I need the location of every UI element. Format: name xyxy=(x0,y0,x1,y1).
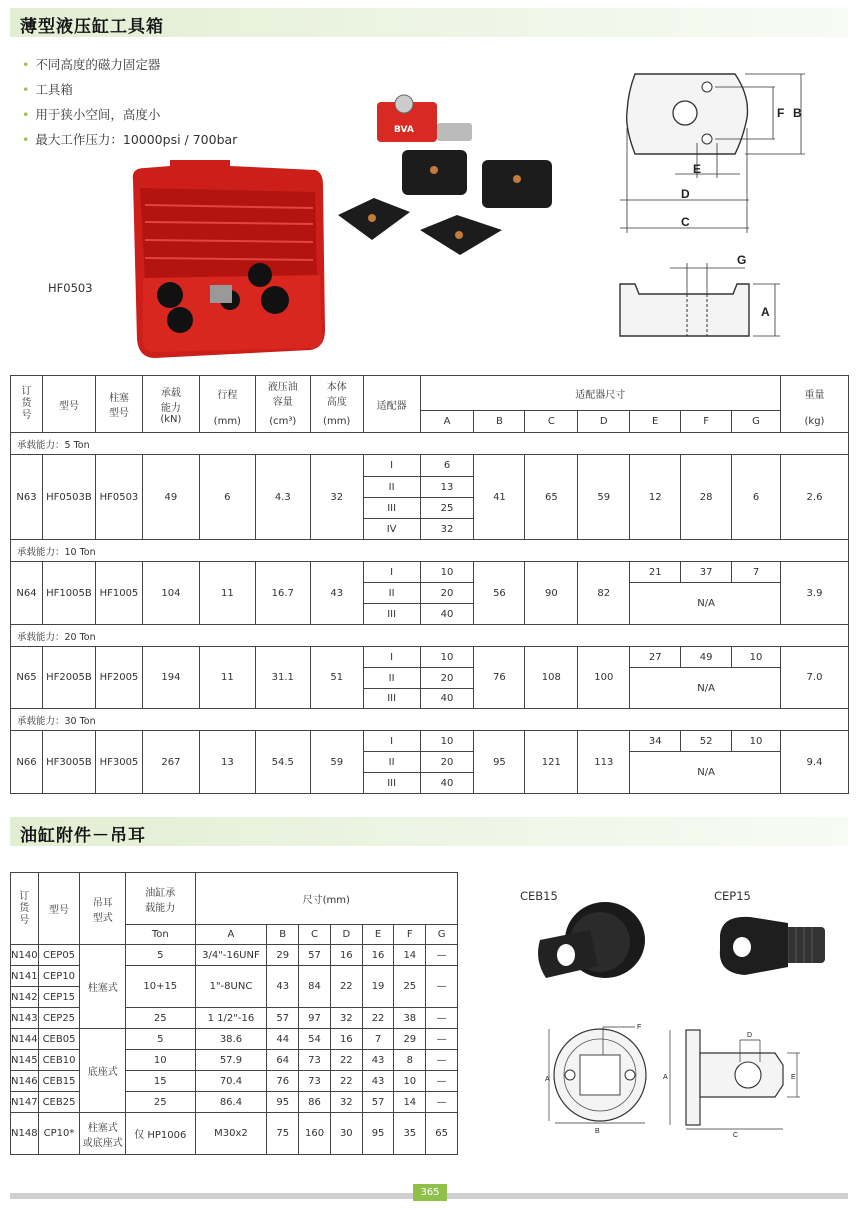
header-c: C xyxy=(299,925,331,945)
order-cell: N140 xyxy=(11,945,39,966)
g-cell: — xyxy=(426,945,458,966)
d-cell: 113 xyxy=(578,731,630,794)
header-oil-unit: (cm³) xyxy=(255,411,310,433)
height-cell: 43 xyxy=(310,562,363,625)
header-oil: 液压油 容量 xyxy=(255,376,310,411)
order-cell: N143 xyxy=(11,1008,39,1029)
height-cell: 51 xyxy=(310,647,363,709)
header-height: 本体 高度 xyxy=(310,376,363,411)
c-cell: 160 xyxy=(299,1113,331,1155)
g-cell: — xyxy=(426,1029,458,1050)
dim-label-d: D xyxy=(681,187,690,201)
b-cell: 29 xyxy=(267,945,299,966)
adapter-cell: IV xyxy=(363,519,420,540)
e-cell: 34 xyxy=(630,731,681,752)
na-cell: N/A xyxy=(681,752,732,794)
dim-label-c: C xyxy=(681,215,690,229)
b-cell: 76 xyxy=(267,1071,299,1092)
header-model: 型号 xyxy=(42,376,95,433)
model-cell: HF1005B xyxy=(42,562,95,625)
order-cell: N141 xyxy=(11,966,39,987)
adapter-cell: I xyxy=(363,731,420,752)
e-cell: 12 xyxy=(630,455,681,540)
a-cell: 10 xyxy=(420,647,474,668)
eye-diagram xyxy=(545,1015,810,1140)
height-cell: 32 xyxy=(310,455,363,540)
g-cell: 65 xyxy=(426,1113,458,1155)
a-cell: 40 xyxy=(420,689,474,709)
cap-cell: 10+15 xyxy=(125,966,195,1008)
b-cell: 95 xyxy=(267,1092,299,1113)
c-cell: 121 xyxy=(525,731,578,794)
type-cell: 底座式 xyxy=(80,1029,126,1113)
b-cell: 76 xyxy=(474,647,525,709)
model-cell: CEP05 xyxy=(38,945,80,966)
a-cell: 1"-8UNC xyxy=(195,966,267,1008)
adapter-cell: III xyxy=(363,498,420,519)
a-cell: 1 1/2"-16 xyxy=(195,1008,267,1029)
eye-dim-d: D xyxy=(747,1032,753,1039)
order-cell: N63 xyxy=(11,455,43,540)
header-weight: 重量 xyxy=(781,376,849,411)
f-cell: 35 xyxy=(394,1113,426,1155)
feature-item: • 最大工作压力：10000psi / 700bar xyxy=(22,132,238,147)
d-cell: 100 xyxy=(578,647,630,709)
e-cell: 16 xyxy=(362,945,394,966)
g-cell: — xyxy=(426,966,458,1008)
g-cell: — xyxy=(426,1071,458,1092)
b-cell: 95 xyxy=(474,731,525,794)
adapter-cell: II xyxy=(363,752,420,773)
model-cell: HF3005B xyxy=(42,731,95,794)
eye-accessory-table xyxy=(10,872,458,1155)
order-cell: N145 xyxy=(11,1050,39,1071)
header-d: D xyxy=(330,925,362,945)
dim-label-f: F xyxy=(777,106,785,120)
plunger-cell: HF3005 xyxy=(95,731,142,794)
adapter-cell: III xyxy=(363,689,420,709)
c-cell: 108 xyxy=(525,647,578,709)
d-cell: 16 xyxy=(330,1029,362,1050)
a-cell: 6 xyxy=(420,455,474,477)
toolbox-caption: HF0503 xyxy=(48,281,93,295)
a-cell: 20 xyxy=(420,752,474,773)
a-cell: M30x2 xyxy=(195,1113,267,1155)
eye-dim-a: A xyxy=(545,1076,550,1083)
a-cell: 86.4 xyxy=(195,1092,267,1113)
d-cell: 22 xyxy=(330,1050,362,1071)
model-cell: CEB15 xyxy=(38,1071,80,1092)
f-cell: 14 xyxy=(394,1092,426,1113)
e-cell: 43 xyxy=(362,1050,394,1071)
header-type: 吊耳 型式 xyxy=(80,873,126,945)
order-cell: N146 xyxy=(11,1071,39,1092)
capacity-cell: 194 xyxy=(142,647,199,709)
header-b: B xyxy=(267,925,299,945)
na-cell: N/A xyxy=(681,668,732,709)
b-cell: 44 xyxy=(267,1029,299,1050)
weight-cell: 7.0 xyxy=(781,647,849,709)
a-cell: 40 xyxy=(420,604,474,625)
cep15-label: CEP15 xyxy=(714,889,751,903)
brand-logo: BVA xyxy=(394,125,414,135)
a-cell: 40 xyxy=(420,773,474,794)
a-cell: 25 xyxy=(420,498,474,519)
header-stroke-unit: (mm) xyxy=(199,411,255,433)
model-cell: HF0503B xyxy=(42,455,95,540)
model-cell: CEP25 xyxy=(38,1008,80,1029)
eye-dim-a2: A xyxy=(663,1074,668,1081)
cap-cell: 10 xyxy=(125,1050,195,1071)
feature-item: • 工具箱 xyxy=(22,82,73,97)
oil-cell: 4.3 xyxy=(255,455,310,540)
g-cell: — xyxy=(426,1092,458,1113)
header-adapter-size: 适配器尺寸 xyxy=(420,376,780,411)
d-cell: 22 xyxy=(330,966,362,1008)
f-cell: 52 xyxy=(681,731,732,752)
cap-cell: 25 xyxy=(125,1008,195,1029)
g-cell: — xyxy=(426,1008,458,1029)
section-row: 承载能力：5 Ton xyxy=(11,433,849,455)
feature-item: • 用于狭小空间，高度小 xyxy=(22,107,161,122)
d-cell: 59 xyxy=(578,455,630,540)
f-cell: 10 xyxy=(394,1071,426,1092)
order-cell: N66 xyxy=(11,731,43,794)
ceb15-image xyxy=(520,900,650,990)
header-e: E xyxy=(630,411,681,433)
header-d: D xyxy=(578,411,630,433)
f-cell: 8 xyxy=(394,1050,426,1071)
e-cell: 19 xyxy=(362,966,394,1008)
model-cell: CEP10 xyxy=(38,966,80,987)
header-a: A xyxy=(420,411,474,433)
stroke-cell: 11 xyxy=(199,562,255,625)
b-cell: 41 xyxy=(474,455,525,540)
eye-dim-b: B xyxy=(595,1128,600,1135)
header-e: E xyxy=(362,925,394,945)
weight-cell: 3.9 xyxy=(781,562,849,625)
dim-label-e: E xyxy=(693,162,702,176)
type-cell: 柱塞式 xyxy=(80,945,126,1029)
cap-cell: 25 xyxy=(125,1092,195,1113)
model-cell: CEB25 xyxy=(38,1092,80,1113)
order-cell: N144 xyxy=(11,1029,39,1050)
oil-cell: 16.7 xyxy=(255,562,310,625)
b-cell: 64 xyxy=(267,1050,299,1071)
d-cell: 30 xyxy=(330,1113,362,1155)
header-ton: Ton xyxy=(125,925,195,945)
ceb15-label: CEB15 xyxy=(520,889,558,903)
feature-item: • 不同高度的磁力固定器 xyxy=(22,57,161,72)
e-cell: 43 xyxy=(362,1071,394,1092)
section-title: 薄型液压缸工具箱 xyxy=(20,17,164,37)
weight-cell: 2.6 xyxy=(781,455,849,540)
section-title: 油缸附件－吊耳 xyxy=(20,826,146,846)
d-cell: 22 xyxy=(330,1071,362,1092)
b-cell: 57 xyxy=(267,1008,299,1029)
adapter-cell: II xyxy=(363,477,420,498)
e-cell: 57 xyxy=(362,1092,394,1113)
f-cell: 14 xyxy=(394,945,426,966)
capacity-cell: 49 xyxy=(142,455,199,540)
g-cell: 10 xyxy=(732,731,781,752)
c-cell: 86 xyxy=(299,1092,331,1113)
section-title-bar xyxy=(10,8,848,37)
header-weight-unit: (kg) xyxy=(781,411,849,433)
g-cell: 7 xyxy=(732,562,781,583)
plunger-cell: HF0503 xyxy=(95,455,142,540)
eye-dim-c: C xyxy=(733,1132,739,1139)
header-height-unit: (mm) xyxy=(310,411,363,433)
header-model: 型号 xyxy=(38,873,80,945)
adapter-cell: I xyxy=(363,562,420,583)
e-cell: 21 xyxy=(630,562,681,583)
na-cell: N/A xyxy=(681,583,732,625)
b-cell: 56 xyxy=(474,562,525,625)
f-cell: 38 xyxy=(394,1008,426,1029)
model-cell: CP10* xyxy=(38,1113,80,1155)
model-cell: CEP15 xyxy=(38,987,80,1008)
a-cell: 13 xyxy=(420,477,474,498)
order-cell: N142 xyxy=(11,987,39,1008)
header-capacity: 油缸承 载能力 xyxy=(125,873,195,925)
d-cell: 32 xyxy=(330,1092,362,1113)
section-row: 承载能力：30 Ton xyxy=(11,709,849,731)
order-cell: N147 xyxy=(11,1092,39,1113)
c-cell: 90 xyxy=(525,562,578,625)
c-cell: 65 xyxy=(525,455,578,540)
feature-list xyxy=(22,52,237,152)
header-adapter: 适配器 xyxy=(363,376,420,433)
oil-cell: 54.5 xyxy=(255,731,310,794)
dim-label-b: B xyxy=(793,106,802,120)
adapter-cell: II xyxy=(363,583,420,604)
plunger-cell: HF2005 xyxy=(95,647,142,709)
a-cell: 10 xyxy=(420,562,474,583)
height-cell: 59 xyxy=(310,731,363,794)
cap-cell: 5 xyxy=(125,945,195,966)
header-dims: 尺寸(mm) xyxy=(195,873,457,925)
header-b: B xyxy=(474,411,525,433)
header-g: G xyxy=(732,411,781,433)
e-cell: 22 xyxy=(362,1008,394,1029)
header-order: 订 货 号 xyxy=(11,873,39,945)
e-cell: 7 xyxy=(362,1029,394,1050)
cap-cell: 仅 HP1006 xyxy=(125,1113,195,1155)
c-cell: 73 xyxy=(299,1050,331,1071)
section-row: 承载能力：20 Ton xyxy=(11,625,849,647)
model-cell: CEB05 xyxy=(38,1029,80,1050)
stroke-cell: 11 xyxy=(199,647,255,709)
cep15-image xyxy=(710,905,830,985)
g-cell: 10 xyxy=(732,647,781,668)
dim-label-a: A xyxy=(761,305,770,319)
cap-cell: 15 xyxy=(125,1071,195,1092)
cylinder-spec-table xyxy=(10,375,849,794)
a-cell: 32 xyxy=(420,519,474,540)
header-capacity: 承载 能力 (kN) xyxy=(142,376,199,433)
d-cell: 32 xyxy=(330,1008,362,1029)
adapter-cell: III xyxy=(363,773,420,794)
a-cell: 10 xyxy=(420,731,474,752)
adapter-cell: I xyxy=(363,647,420,668)
header-c: C xyxy=(525,411,578,433)
order-cell: N65 xyxy=(11,647,43,709)
eye-dim-e: E xyxy=(791,1074,796,1081)
plunger-cell: HF1005 xyxy=(95,562,142,625)
eye-dim-f: F xyxy=(637,1024,642,1031)
adapter-cell: I xyxy=(363,455,420,477)
e-cell: 95 xyxy=(362,1113,394,1155)
g-cell: 6 xyxy=(732,455,781,540)
a-cell: 70.4 xyxy=(195,1071,267,1092)
adapter-diagram xyxy=(615,68,815,348)
capacity-cell: 104 xyxy=(142,562,199,625)
c-cell: 97 xyxy=(299,1008,331,1029)
model-cell: HF2005B xyxy=(42,647,95,709)
capacity-cell: 267 xyxy=(142,731,199,794)
c-cell: 84 xyxy=(299,966,331,1008)
cylinder-adapters-image xyxy=(332,90,562,270)
header-f: F xyxy=(681,411,732,433)
e-cell: 27 xyxy=(630,647,681,668)
c-cell: 73 xyxy=(299,1071,331,1092)
oil-cell: 31.1 xyxy=(255,647,310,709)
a-cell: 20 xyxy=(420,668,474,689)
d-cell: 16 xyxy=(330,945,362,966)
type-cell: 柱塞式 或底座式 xyxy=(80,1113,126,1155)
c-cell: 57 xyxy=(299,945,331,966)
toolbox-case-image xyxy=(125,160,330,360)
g-cell: — xyxy=(426,1050,458,1071)
header-order: 订 货 号 xyxy=(11,376,43,433)
a-cell: 38.6 xyxy=(195,1029,267,1050)
cap-cell: 5 xyxy=(125,1029,195,1050)
order-cell: N148 xyxy=(11,1113,39,1155)
b-cell: 43 xyxy=(267,966,299,1008)
weight-cell: 9.4 xyxy=(781,731,849,794)
section-row: 承载能力：10 Ton xyxy=(11,540,849,562)
adapter-cell: II xyxy=(363,668,420,689)
header-g: G xyxy=(426,925,458,945)
header-a: A xyxy=(195,925,267,945)
stroke-cell: 13 xyxy=(199,731,255,794)
page-number: 365 xyxy=(413,1184,447,1201)
dim-label-g: G xyxy=(737,253,747,267)
f-cell: 37 xyxy=(681,562,732,583)
header-f: F xyxy=(394,925,426,945)
adapter-cell: III xyxy=(363,604,420,625)
f-cell: 25 xyxy=(394,966,426,1008)
f-cell: 49 xyxy=(681,647,732,668)
stroke-cell: 6 xyxy=(199,455,255,540)
a-cell: 3/4"-16UNF xyxy=(195,945,267,966)
a-cell: 57.9 xyxy=(195,1050,267,1071)
order-cell: N64 xyxy=(11,562,43,625)
a-cell: 20 xyxy=(420,583,474,604)
header-plunger: 柱塞 型号 xyxy=(95,376,142,433)
section-title-bar xyxy=(10,817,848,846)
d-cell: 82 xyxy=(578,562,630,625)
model-cell: CEB10 xyxy=(38,1050,80,1071)
b-cell: 75 xyxy=(267,1113,299,1155)
f-cell: 28 xyxy=(681,455,732,540)
header-stroke: 行程 xyxy=(199,376,255,411)
c-cell: 54 xyxy=(299,1029,331,1050)
f-cell: 29 xyxy=(394,1029,426,1050)
